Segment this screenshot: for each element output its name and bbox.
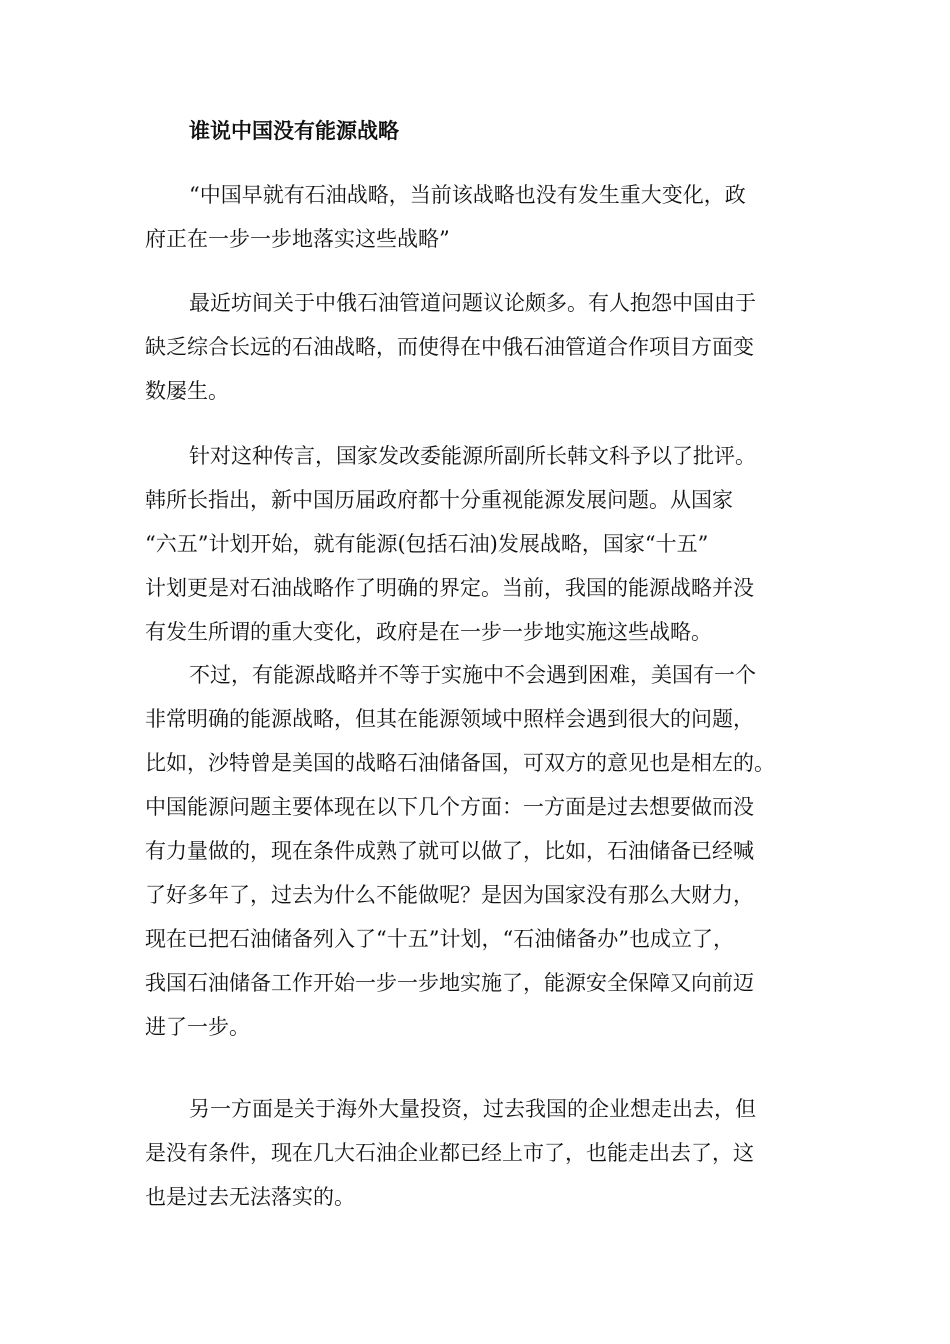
- paragraph-line: 中国能源问题主要体现在以下几个方面：一方面是过去想要做而没: [145, 795, 754, 819]
- paragraph-line: “六五”计划开始，就有能源(包括石油)发展战略，国家“十五”: [145, 532, 709, 556]
- paragraph-line: 进了一步。: [145, 1015, 250, 1039]
- paragraph-line: 计划更是对石油战略作了明确的界定。当前，我国的能源战略并没: [145, 576, 754, 600]
- paragraph-line: 另一方面是关于海外大量投资，过去我国的企业想走出去，但: [189, 1097, 756, 1121]
- paragraph-line: 有发生所谓的重大变化，政府是在一步一步地实施这些战略。: [145, 620, 712, 644]
- paragraph-overseas-investment: [145, 1087, 756, 1219]
- paragraph-line: 不过，有能源战略并不等于实施中不会遇到困难，美国有一个: [189, 663, 756, 687]
- paragraph-line: 现在已把石油储备列入了“十五”计划，“石油储备办”也成立了，: [145, 927, 734, 951]
- paragraph-line: 非常明确的能源战略，但其在能源领域中照样会遇到很大的问题，: [145, 707, 754, 731]
- paragraph-line: 缺乏综合长远的石油战略，而使得在中俄石油管道合作项目方面变: [145, 335, 754, 359]
- paragraph-line: 也是过去无法落实的。: [145, 1185, 355, 1209]
- paragraph-line: 是没有条件，现在几大石油企业都已经上市了，也能走出去了，这: [145, 1141, 754, 1165]
- paragraph-line: 针对这种传言，国家发改委能源所副所长韩文科予以了批评。: [189, 444, 756, 468]
- paragraph-line: 韩所长指出，新中国历届政府都十分重视能源发展问题。从国家: [145, 488, 733, 512]
- paragraph-response: [145, 434, 756, 654]
- paragraph-line: 数屡生。: [145, 379, 229, 403]
- paragraph-line: 府正在一步一步地落实这些战略”: [145, 227, 450, 251]
- paragraph-line: “中国早就有石油战略，当前该战略也没有发生重大变化，政: [189, 183, 746, 207]
- paragraph-line: 比如，沙特曾是美国的战略石油储备国，可双方的意见也是相左的。: [145, 751, 775, 775]
- paragraph-line: 最近坊间关于中俄石油管道问题议论颇多。有人抱怨中国由于: [189, 291, 756, 315]
- paragraph-intro: [145, 281, 756, 413]
- paragraph-line: 了好多年了，过去为什么不能做呢？是因为国家没有那么大财力，: [145, 883, 754, 907]
- paragraph-line: 有力量做的，现在条件成熟了就可以做了，比如，石油储备已经喊: [145, 839, 754, 863]
- paragraph-quote: [145, 173, 746, 261]
- paragraph-difficulties: [145, 653, 775, 1049]
- paragraph-line: 我国石油储备工作开始一步一步地实施了，能源安全保障又向前迈: [145, 971, 754, 995]
- article-title: 谁说中国没有能源战略: [189, 119, 399, 143]
